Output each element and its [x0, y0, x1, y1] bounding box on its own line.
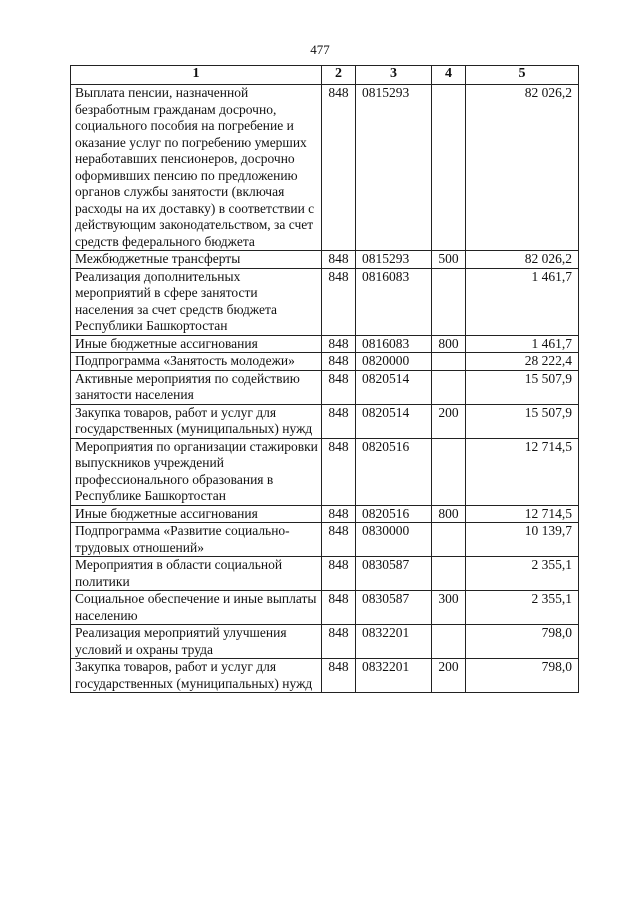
row-name-cell: Закупка товаров, работ и услуг для государственных (муниципальных) нужд: [71, 404, 322, 438]
header-col-2: 2: [322, 66, 356, 85]
row-col2-cell: 848: [322, 353, 356, 371]
table-row: [71, 335, 579, 353]
table-body: [71, 85, 579, 693]
table-header: [71, 66, 579, 85]
row-col4-cell: [432, 268, 466, 335]
row-col3-cell: 0816083: [356, 335, 432, 353]
table-row: [71, 523, 579, 557]
row-name-cell: Реализация дополнительных мероприятий в сфере занятости населения за счет средств бюджета Республики Башкортостан: [71, 268, 322, 335]
row-col4-cell: 500: [432, 251, 466, 269]
row-name-cell: Мероприятия по организации стажировки выпускников учреждений профессионального образования в Республике Башкортостан: [71, 438, 322, 505]
row-col4-cell: 300: [432, 591, 466, 625]
row-col2-cell: 848: [322, 523, 356, 557]
row-col2-cell: 848: [322, 591, 356, 625]
row-col4-cell: [432, 557, 466, 591]
row-col3-cell: 0820514: [356, 404, 432, 438]
row-col4-cell: [432, 438, 466, 505]
row-amount-cell: 798,0: [466, 659, 579, 693]
row-col2-cell: 848: [322, 438, 356, 505]
header-col-5: 5: [466, 66, 579, 85]
row-col2-cell: 848: [322, 659, 356, 693]
row-col2-cell: 848: [322, 505, 356, 523]
table-row: [71, 404, 579, 438]
row-col4-cell: [432, 523, 466, 557]
row-col3-cell: 0820516: [356, 505, 432, 523]
row-name-cell: Реализация мероприятий улучшения условий и охраны труда: [71, 625, 322, 659]
row-col4-cell: [432, 370, 466, 404]
row-name-cell: Иные бюджетные ассигнования: [71, 505, 322, 523]
row-col4-cell: 800: [432, 335, 466, 353]
table-row: [71, 505, 579, 523]
row-amount-cell: 10 139,7: [466, 523, 579, 557]
row-amount-cell: 2 355,1: [466, 591, 579, 625]
row-col3-cell: 0816083: [356, 268, 432, 335]
header-col-3: 3: [356, 66, 432, 85]
row-amount-cell: 2 355,1: [466, 557, 579, 591]
header-col-4: 4: [432, 66, 466, 85]
row-amount-cell: 82 026,2: [466, 251, 579, 269]
row-amount-cell: 28 222,4: [466, 353, 579, 371]
header-col-1: 1: [71, 66, 322, 85]
row-amount-cell: 798,0: [466, 625, 579, 659]
table-row: [71, 591, 579, 625]
table-row: [71, 85, 579, 251]
row-amount-cell: 1 461,7: [466, 268, 579, 335]
row-col2-cell: 848: [322, 404, 356, 438]
row-col3-cell: 0830587: [356, 591, 432, 625]
row-col3-cell: 0830587: [356, 557, 432, 591]
row-col2-cell: 848: [322, 251, 356, 269]
row-name-cell: Активные мероприятия по содействию занятости населения: [71, 370, 322, 404]
header-row: [71, 66, 579, 85]
table-row: [71, 625, 579, 659]
row-amount-cell: 1 461,7: [466, 335, 579, 353]
row-amount-cell: 15 507,9: [466, 404, 579, 438]
row-name-cell: Подпрограмма «Развитие социально-трудовых отношений»: [71, 523, 322, 557]
row-name-cell: Социальное обеспечение и иные выплаты населению: [71, 591, 322, 625]
row-col2-cell: 848: [322, 85, 356, 251]
row-col2-cell: 848: [322, 335, 356, 353]
row-name-cell: Подпрограмма «Занятость молодежи»: [71, 353, 322, 371]
row-col4-cell: [432, 353, 466, 371]
row-name-cell: Межбюджетные трансферты: [71, 251, 322, 269]
row-amount-cell: 12 714,5: [466, 438, 579, 505]
table-row: [71, 251, 579, 269]
row-amount-cell: 12 714,5: [466, 505, 579, 523]
row-col3-cell: 0820000: [356, 353, 432, 371]
row-name-cell: Иные бюджетные ассигнования: [71, 335, 322, 353]
row-col2-cell: 848: [322, 557, 356, 591]
row-col3-cell: 0820514: [356, 370, 432, 404]
row-amount-cell: 15 507,9: [466, 370, 579, 404]
row-col4-cell: [432, 85, 466, 251]
table-row: [71, 353, 579, 371]
budget-table: [70, 65, 579, 693]
table-row: [71, 268, 579, 335]
table-row: [71, 438, 579, 505]
page-number: 477: [310, 42, 330, 57]
table-row: [71, 370, 579, 404]
row-col4-cell: [432, 625, 466, 659]
row-col4-cell: 200: [432, 659, 466, 693]
row-name-cell: Выплата пенсии, назначенной безработным гражданам досрочно, социального пособия на погребение и оказание услуг по погребению умерших неработавших пенсионеров, досрочно оформивших пенсию по предложению органов службы занятости (включая расходы на их доставку) в соответствии с действующим законодательством, за счет средств федерального бюджета: [71, 85, 322, 251]
row-col3-cell: 0832201: [356, 625, 432, 659]
table-row: [71, 659, 579, 693]
row-col3-cell: 0820516: [356, 438, 432, 505]
row-name-cell: Мероприятия в области социальной политики: [71, 557, 322, 591]
row-col4-cell: 800: [432, 505, 466, 523]
table-row: [71, 557, 579, 591]
row-col3-cell: 0815293: [356, 251, 432, 269]
row-col3-cell: 0830000: [356, 523, 432, 557]
row-col3-cell: 0832201: [356, 659, 432, 693]
row-col2-cell: 848: [322, 268, 356, 335]
row-col3-cell: 0815293: [356, 85, 432, 251]
row-col4-cell: 200: [432, 404, 466, 438]
row-amount-cell: 82 026,2: [466, 85, 579, 251]
row-col2-cell: 848: [322, 370, 356, 404]
row-col2-cell: 848: [322, 625, 356, 659]
row-name-cell: Закупка товаров, работ и услуг для государственных (муниципальных) нужд: [71, 659, 322, 693]
